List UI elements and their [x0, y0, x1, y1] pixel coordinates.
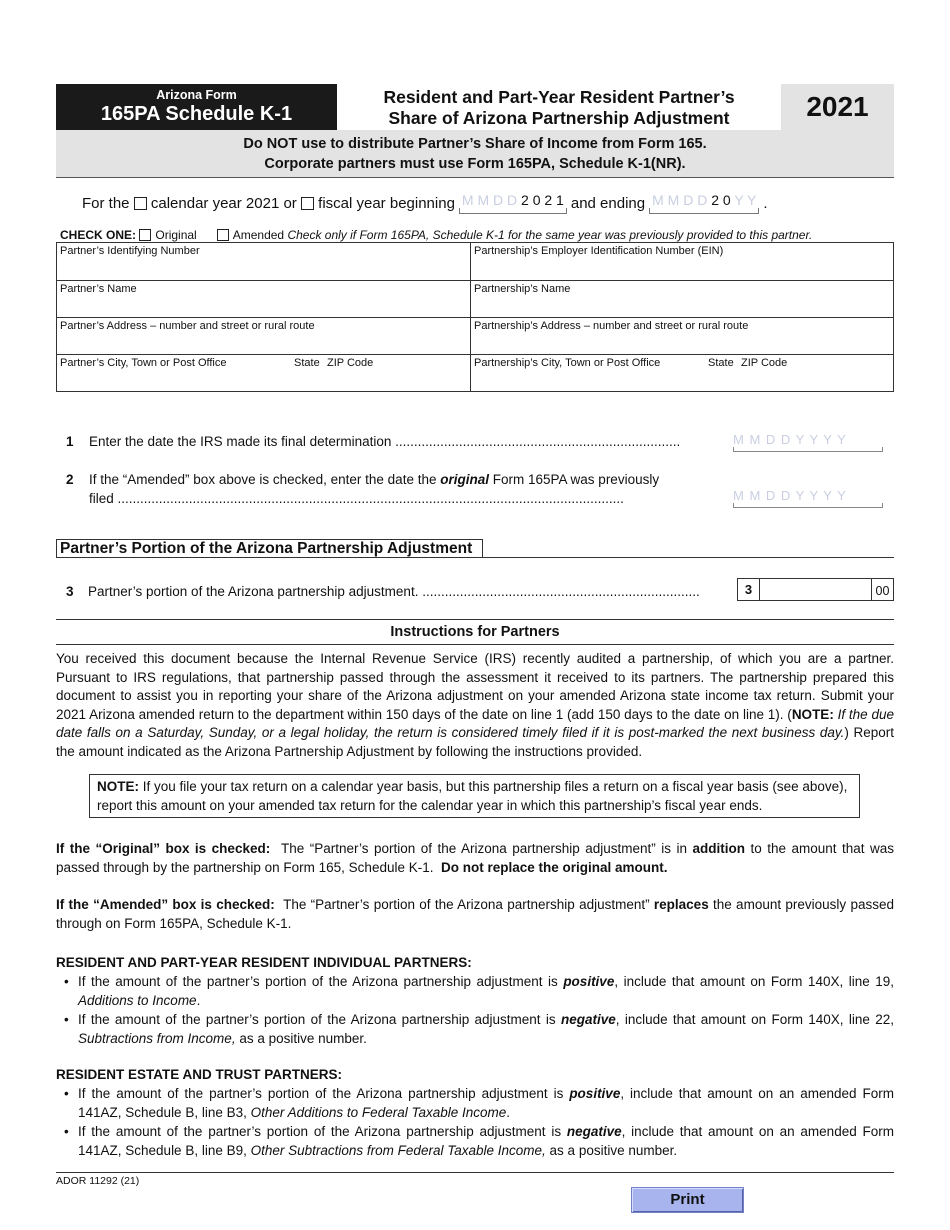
instructions-title: Instructions for Partners: [56, 619, 894, 645]
line-1-number: 1: [66, 434, 74, 449]
form-label: Arizona Form: [156, 88, 237, 102]
amended-instructions: If the “Amended” box is checked: The “Partner’s portion of the Arizona partnership adjustment” replaces the amount previously passed through on Form 165PA, Schedule K-1.: [56, 897, 894, 931]
band-line-1: Do NOT use to distribute Partner’s Share of Income from Form 165.: [243, 136, 707, 152]
fiscal-end-date-field[interactable]: [649, 192, 759, 214]
tax-period-line: For the calendar year 2021 or fiscal year beginning M M D D 2 0 2 1 and ending M M D D 2 0 Y Y .: [82, 192, 902, 214]
amended-label: Amended: [232, 228, 285, 242]
partnership-ein-label: Partnership’s Employer Identification Number (EIN): [474, 245, 724, 257]
fiscal-begin-date-field[interactable]: [459, 192, 567, 214]
instructions-paragraph: You received this document because the Internal Revenue Service (IRS) recently audited a partnership, of which you are a partner. Pursuant to IRS regulations, that partnership passed through the assessment it received to its partners. The partnership prepared this document to assist you in reporting your share of the Arizona adjustment on your amended Arizona state income tax return. Submit your 2021 Arizona amended return to the department within 150 days of the date on line 1 (add 150 days to the date on line 1). (NOTE: If the due date falls on a Saturday, Sunday, or a legal holiday, the return is considered timely filed if it is post-marked the next business day.) Report the amount indicated as the Arizona Partnership Adjustment by following the instructions provided.: [56, 651, 894, 759]
list-item: • If the amount of the partner’s portion of the Arizona partnership adjustment is negative, include that amount on an amended Form 141AZ, Schedule B, line B9, Other Subtractions from Federal Taxable Income, as a positive number.: [64, 1124, 894, 1158]
resident-bullets: [58, 973, 894, 1049]
for-the-label: For the: [82, 194, 130, 212]
partner-id-field[interactable]: [57, 243, 470, 280]
partner-city-field[interactable]: [57, 355, 470, 392]
calendar-year-note: NOTE: If you file your tax return on a calendar year basis, but this partnership files a return on a fiscal year basis (see above), report this amount on your amended tax return for the calendar year in which this partnership’s fiscal year ends.: [89, 774, 860, 818]
title-line-2: Share of Arizona Partnership Adjustment: [388, 108, 730, 128]
partnership-address-label: Partnership’s Address – number and street or rural route: [474, 320, 749, 332]
partnership-name-label: Partnership’s Name: [474, 283, 571, 295]
form-name: 165PA Schedule K-1: [100, 103, 293, 125]
section-title-text: Partner’s Portion of the Arizona Partnership Adjustment: [56, 539, 483, 557]
original-label: Original: [155, 228, 197, 242]
check-one-row: [60, 228, 910, 242]
print-button[interactable]: Print: [631, 1187, 744, 1213]
line-3-amount-field[interactable]: [737, 578, 894, 601]
end-placeholder: M M D D: [652, 192, 708, 208]
list-item: • If the amount of the partner’s portion of the Arizona partnership adjustment is negative, include that amount on Form 140X, line 22, Subtractions from Income, as a positive number.: [64, 1012, 894, 1046]
form-id-block: [56, 84, 337, 130]
tax-year: 2021: [781, 84, 894, 130]
line-3-cents: 00: [871, 579, 893, 600]
partner-name-label: Partner’s Name: [60, 283, 137, 295]
partnership-city-label: Partnership’s City, Town or Post Office: [474, 357, 661, 369]
resident-heading: RESIDENT AND PART-YEAR RESIDENT INDIVIDUAL PARTNERS:: [56, 955, 472, 970]
partner-zip-label: ZIP Code: [327, 357, 374, 369]
form-title: [337, 84, 781, 130]
check-one-label: CHECK ONE:: [60, 228, 137, 242]
form-code: ADOR 11292 (21): [56, 1175, 140, 1187]
line-2-number: 2: [66, 472, 74, 487]
original-instructions: If the “Original” box is checked: The “Partner’s portion of the Arizona partnership adjustment” is in addition to the amount that was passed through by the partnership on Form 165, Schedule K-1. Do not replace the original amount.: [56, 841, 894, 875]
partnership-address-field[interactable]: [471, 318, 894, 354]
estate-heading: RESIDENT ESTATE AND TRUST PARTNERS:: [56, 1067, 343, 1082]
list-item: • If the amount of the partner’s portion of the Arizona partnership adjustment is positive, include that amount on an amended Form 141AZ, Schedule B, line B3, Other Additions to Federal Taxable Income.: [64, 1086, 894, 1120]
partnership-ein-field[interactable]: [471, 243, 894, 280]
partnership-city-field[interactable]: [471, 355, 894, 392]
footer-divider: [56, 1172, 894, 1173]
title-line-1: Resident and Part-Year Resident Partner’s: [383, 87, 735, 107]
band-line-2: Corporate partners must use Form 165PA, Schedule K-1(NR).: [264, 156, 686, 172]
list-item: • If the amount of the partner’s portion of the Arizona partnership adjustment is positive, include that amount on Form 140X, line 19, Additions to Income.: [64, 974, 894, 1008]
partner-address-label: Partner’s Address – number and street or rural route: [60, 320, 315, 332]
line-1-text: Enter the date the IRS made its final determination ............................................................................: [89, 434, 681, 449]
line-1-placeholder: M M D D Y Y Y Y: [733, 432, 847, 447]
estate-bullets: [58, 1085, 894, 1161]
partner-address-field[interactable]: [57, 318, 470, 354]
begin-placeholder: M M D D: [461, 192, 518, 208]
amended-note: Check only if Form 165PA, Schedule K-1 for the same year was previously provided to this partner.: [287, 228, 813, 242]
amended-checkbox[interactable]: [217, 229, 229, 241]
line-2-text-filed: filed .......................................................................................................................................: [89, 491, 624, 506]
fiscal-year-checkbox[interactable]: [301, 197, 314, 210]
partner-city-label: Partner’s City, Town or Post Office: [60, 357, 227, 369]
partnership-state-label: State: [708, 357, 734, 369]
partner-id-label: Partner’s Identifying Number: [60, 245, 200, 257]
partnership-name-field[interactable]: [471, 281, 894, 317]
calendar-year-label: calendar year 2021 or: [150, 194, 297, 212]
partner-state-label: State: [294, 357, 320, 369]
and-ending-label: and ending: [570, 194, 646, 212]
line-2-date-field[interactable]: [733, 488, 883, 508]
line-2-text: If the “Amended” box above is checked, enter the date the original Form 165PA was previously: [89, 472, 660, 487]
line-3-text: Partner’s portion of the Arizona partnership adjustment. ..........................................................................: [88, 584, 700, 599]
fiscal-year-label: fiscal year beginning: [318, 194, 455, 212]
partnership-zip-label: ZIP Code: [741, 357, 788, 369]
calendar-year-checkbox[interactable]: [134, 197, 147, 210]
line-1-date-field[interactable]: [733, 432, 883, 452]
section-title: [56, 539, 894, 558]
end-year-placeholder: Y Y: [734, 192, 757, 208]
end-year-fixed: 2 0: [711, 192, 731, 208]
partner-info-grid: [56, 242, 894, 392]
line-3-box-number: 3: [738, 579, 760, 600]
begin-year: 2 0 2 1: [521, 192, 564, 208]
line-2-placeholder: M M D D Y Y Y Y: [733, 488, 847, 503]
warning-band: [56, 130, 894, 178]
line-3-number: 3: [66, 584, 74, 599]
original-checkbox[interactable]: [139, 229, 151, 241]
partner-name-field[interactable]: [57, 281, 470, 317]
